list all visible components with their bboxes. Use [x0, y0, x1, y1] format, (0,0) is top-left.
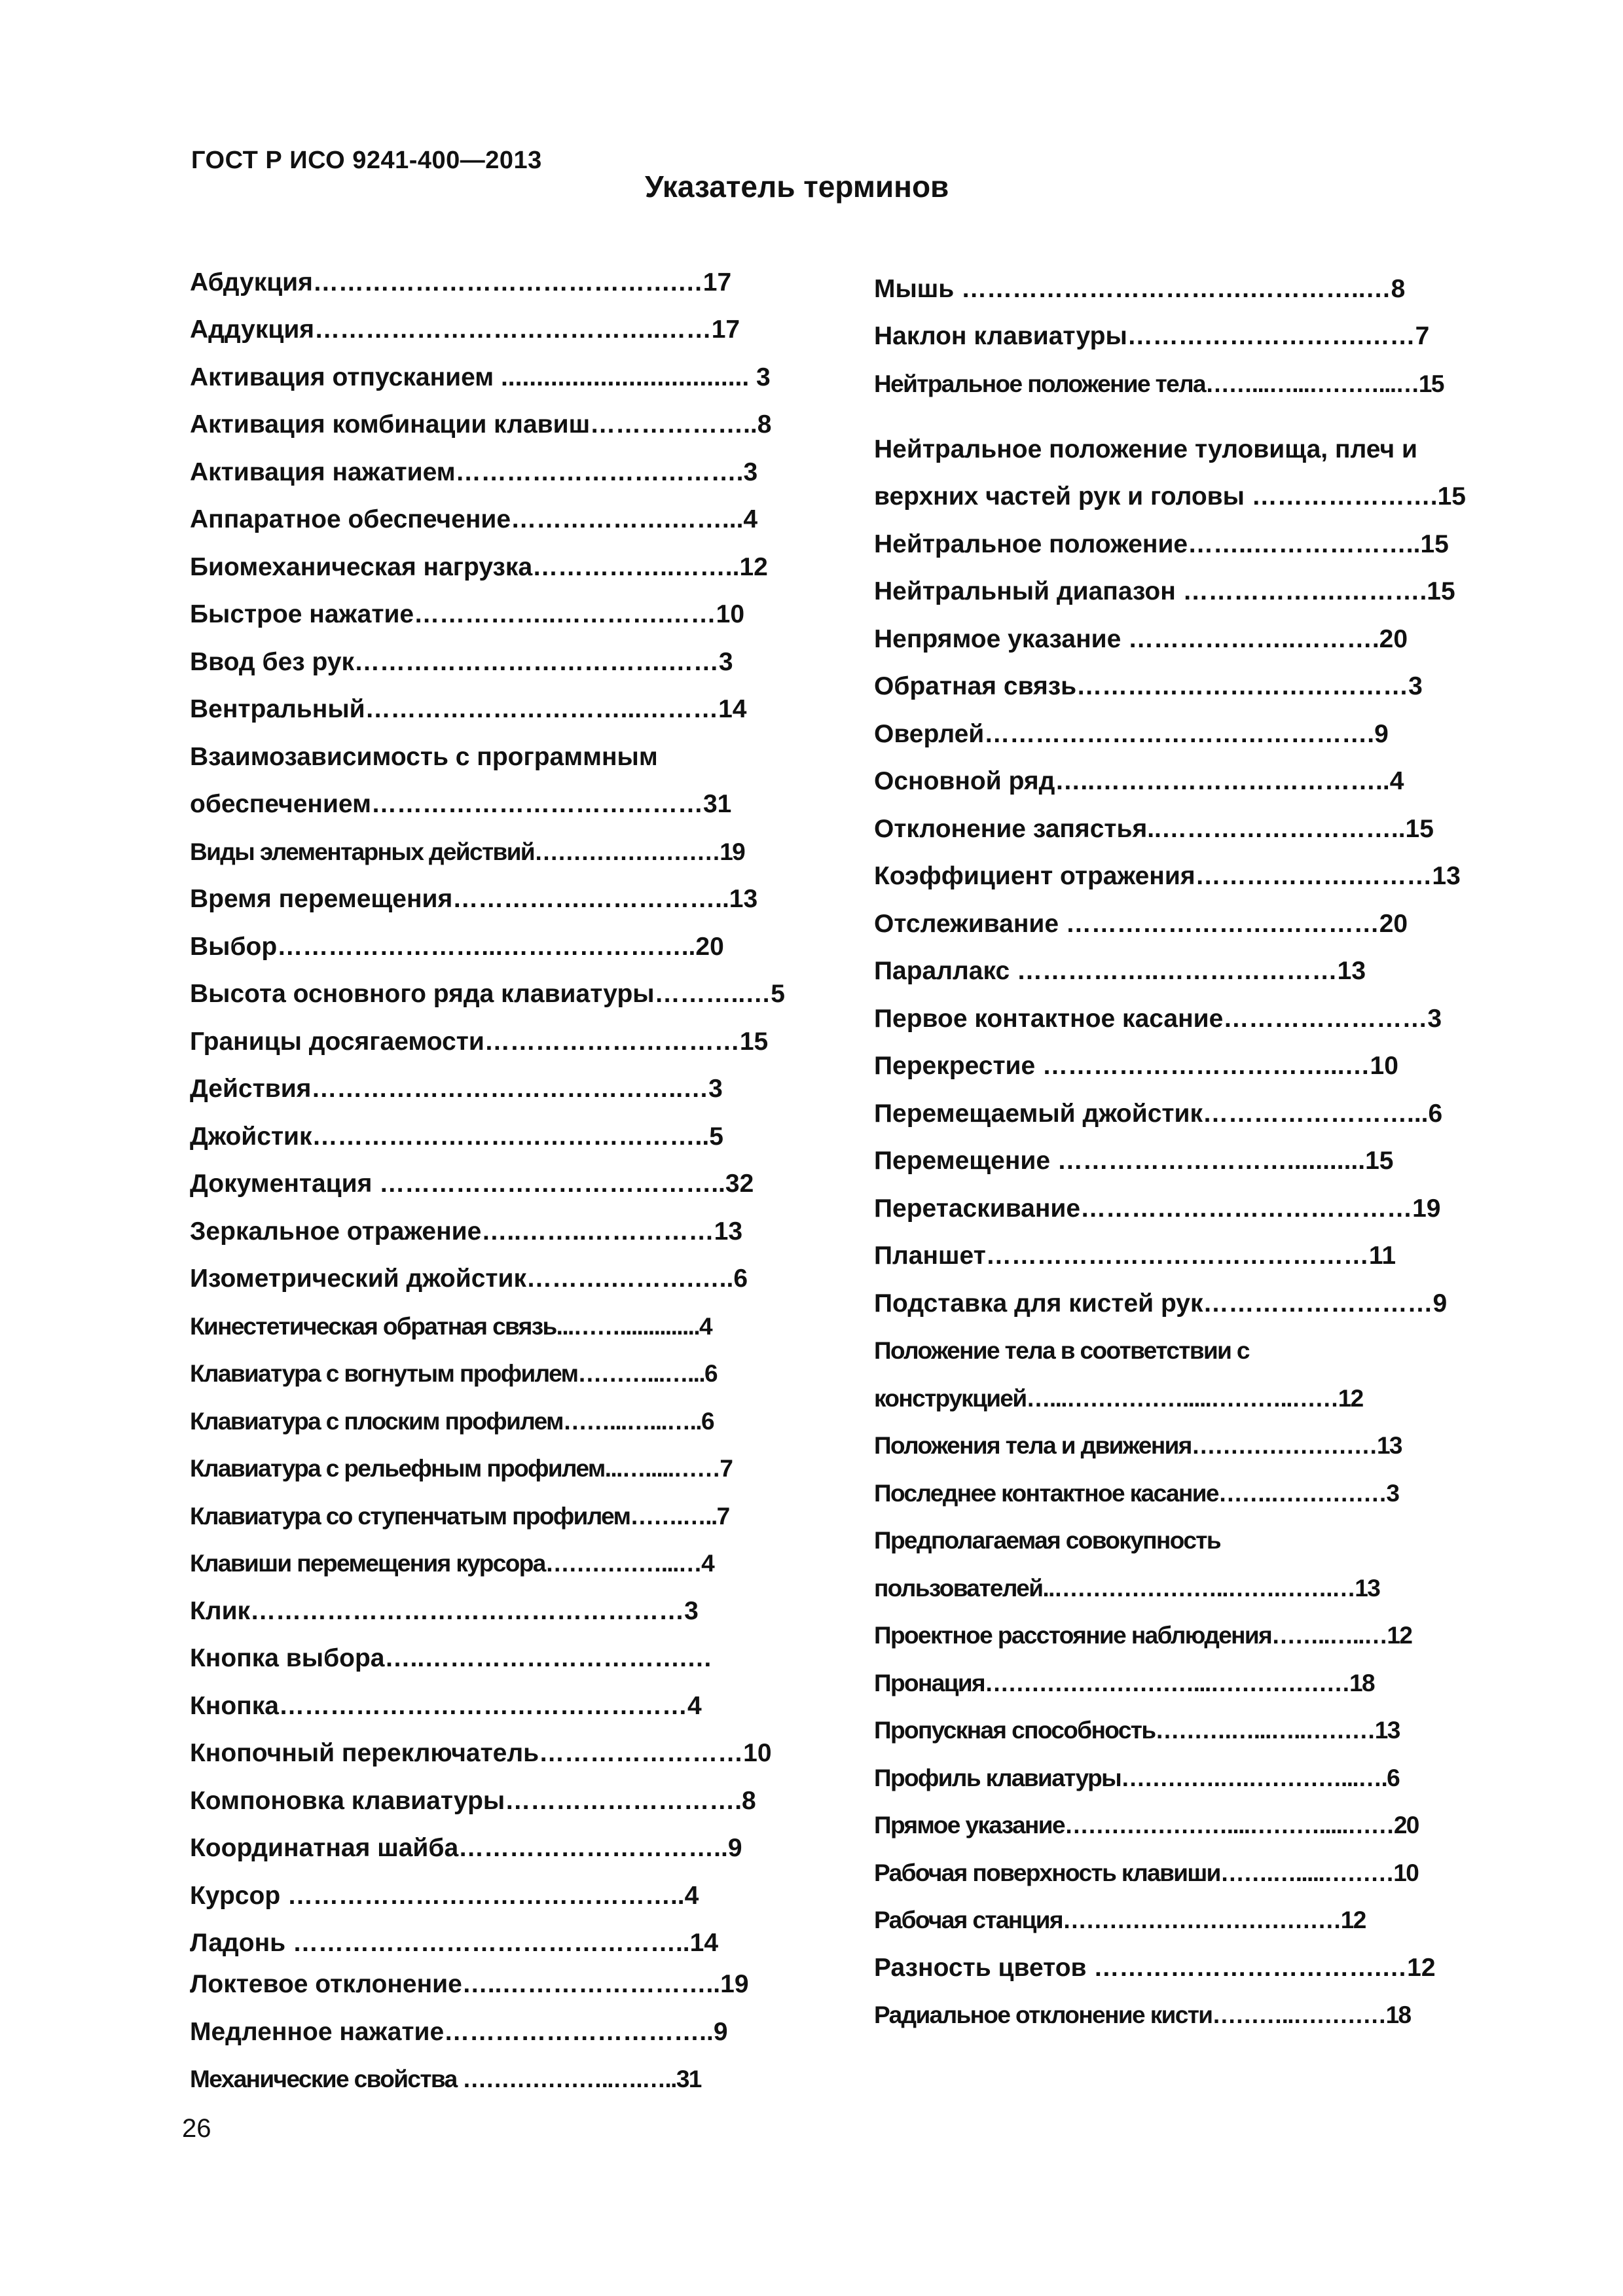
index-entry: Биомеханическая нагрузка……………..……..12	[190, 553, 768, 581]
index-entry: верхних частей рук и головы ………………….15	[874, 482, 1466, 511]
index-entry: Прямое указание…………………....……….....……20	[874, 1812, 1419, 1839]
page-title: Указатель терминов	[645, 170, 949, 204]
page-number: 26	[182, 2114, 211, 2143]
index-entry: пользователей..…………………..…….…….…13	[874, 1575, 1380, 1602]
index-entry: Мышь …………………………….…………..…8	[874, 275, 1406, 303]
index-entry: Активация комбинации клавиш………………..8	[190, 410, 772, 439]
index-entry: Профиль клавиатуры………….….…………...….6	[874, 1765, 1400, 1791]
index-entry: Абдукция…………………………………….…17	[190, 268, 732, 296]
index-entry: Перекрестие ……………………………...…10	[874, 1052, 1398, 1080]
index-entry: Активация отпусканием ................................... 3	[190, 363, 771, 391]
index-entry: Медленное нажатие…………………………..9	[190, 2018, 728, 2046]
index-entry: Первое контактное касание……………………3	[874, 1005, 1442, 1033]
index-entry: Отслеживание …………………….…………20	[874, 910, 1408, 938]
index-entry: Проектное расстояние наблюдения……..…..…12	[874, 1622, 1412, 1649]
index-entry: Коэффициент отражения……………….………13	[874, 862, 1461, 890]
index-entry: Активация нажатием…………………………….3	[190, 458, 758, 486]
index-entry: Изометрический джойстик……….……….…..6	[190, 1265, 748, 1293]
index-entry: Рабочая станция………………………………12	[874, 1907, 1366, 1933]
index-entry: Ввод без рук……………………………….……3	[190, 648, 733, 676]
index-entry: Перемещение ………………………...........15	[874, 1147, 1394, 1175]
index-entry: Курсор ………………………………………..4	[190, 1882, 699, 1910]
index-entry: Оверлей……………………………………….9	[874, 720, 1389, 748]
index-entry: Локтевое отклонение…..……………………..19	[190, 1970, 749, 1998]
index-entry: Перетаскивание…………………………………19	[874, 1194, 1441, 1223]
index-entry: Документация …………………………………..32	[190, 1170, 754, 1198]
index-entry: Параллакс ……………..…………………13	[874, 957, 1366, 985]
index-entry: Разность цветов …………………………….…12	[874, 1954, 1436, 1982]
index-entry: Границы досягаемости…………………………15	[190, 1028, 769, 1056]
index-entry: Механические свойства ………………..….…..31	[190, 2066, 701, 2092]
index-entry: Кнопка…………………………………………4	[190, 1692, 702, 1720]
index-entry: Перемещаемый джойстик……………………...6	[874, 1100, 1443, 1128]
index-entry: Высота основного ряда клавиатуры………..…5	[190, 980, 785, 1008]
index-entry: Нейтральное положение тела……...…...………...…15	[874, 370, 1444, 397]
index-entry: Выбор……………………...…………………..20	[190, 933, 724, 961]
index-entry: Последнее контактное касание…….……………3	[874, 1480, 1399, 1507]
index-entry: Кнопочный переключатель……………………10	[190, 1739, 772, 1767]
index-entry: Клавиши перемещения курсора……………...…4	[190, 1550, 714, 1577]
index-entry: Клик……………………………………………3	[190, 1597, 699, 1625]
index-entry: Подставка для кистей рук………………………9	[874, 1289, 1448, 1318]
index-entry: Виды элементарных действий……………………19	[190, 838, 745, 865]
document-code: ГОСТ Р ИСО 9241-400—2013	[191, 147, 542, 174]
index-entry: Нейтральное положение……..………………..15	[874, 530, 1449, 558]
index-entry: Радиальное отклонение кисти………..…………18	[874, 2001, 1411, 2028]
index-entry: Вентральный…………………………...………14	[190, 695, 747, 723]
index-entry: Время перемещения…………….……………..13	[190, 885, 758, 913]
index-entry: Предполагаемая совокупность	[874, 1527, 1220, 1554]
index-entry: Клавиатура с рельефным профилем...….....……7	[190, 1455, 733, 1482]
index-entry: конструкцией…...…………….....………..……12	[874, 1385, 1363, 1412]
index-entry: Быстрое нажатие……………..………….……10	[190, 600, 745, 628]
index-entry: Компоновка клавиатуры……………………….8	[190, 1787, 756, 1815]
index-entry: Наклон клавиатуры……………………….……7	[874, 322, 1430, 350]
index-entry: Положения тела и движения……………………13	[874, 1432, 1402, 1459]
index-entry: Пронация………………………...………………18	[874, 1670, 1374, 1696]
index-entry: Ладонь ………………………………………..14	[190, 1929, 719, 1957]
index-entry: Рабочая поверхность клавиши…….….....………10	[874, 1859, 1419, 1886]
index-entry: Отклонение запястья..………………………..15	[874, 815, 1434, 843]
index-entry: Клавиатура с плоским профилем……...…...…..6	[190, 1408, 714, 1435]
index-entry: Пропускная способность……….…...…..………13	[874, 1717, 1400, 1744]
index-entry: Координатная шайба…………………………..9	[190, 1834, 742, 1862]
index-entry: Кинестетическая обратная связь...……..............4	[190, 1313, 712, 1340]
index-entry: Действия……………………………………..…3	[190, 1075, 723, 1103]
index-entry: Нейтральный диапазон ……………….……….15	[874, 577, 1455, 605]
index-entry: Взаимозависимость с программным	[190, 743, 658, 771]
index-entry: Клавиатура с вогнутым профилем………...…...6	[190, 1360, 718, 1387]
index-entry: Аппаратное обеспечение……………….……...4	[190, 505, 758, 533]
index-entry: Аддукция…………………………………..……17	[190, 315, 740, 344]
index-entry: Непрямое указание ………………..……….20	[874, 625, 1408, 653]
index-entry: Клавиатура со ступенчатым профилем…….…..7	[190, 1503, 729, 1530]
index-entry: Обратная связь…………………………………3	[874, 672, 1423, 700]
index-entry: Основной ряд…..……………………………..4	[874, 767, 1404, 795]
index-entry: обеспечением…………………………………31	[190, 790, 732, 818]
index-entry: Планшет………………………………………11	[874, 1242, 1396, 1270]
index-entry: Нейтральное положение туловища, плеч и	[874, 435, 1417, 463]
index-entry: Кнопка выбора…..………………………….…	[190, 1644, 712, 1672]
index-entry: Положение тела в соответствии с	[874, 1337, 1249, 1364]
index-entry: Джойстик………………………………………..5	[190, 1122, 723, 1151]
index-entry: Зеркальное отражение…..……..……………13	[190, 1217, 743, 1246]
